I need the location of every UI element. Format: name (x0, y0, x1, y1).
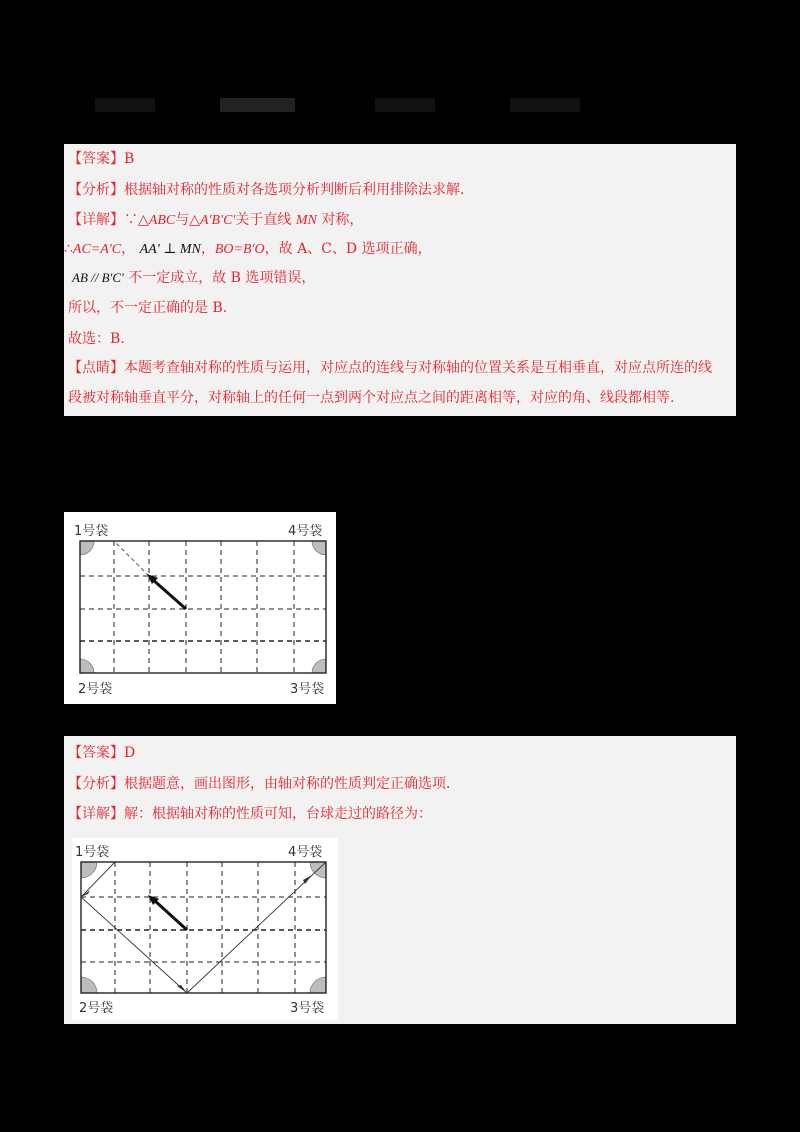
detail-tag: 【详解】 (68, 212, 124, 228)
option-b-artifact (220, 98, 295, 112)
separator: ， (121, 241, 136, 257)
obscured-question-options (0, 90, 800, 120)
option-a-artifact (95, 98, 155, 112)
answer-line (68, 743, 135, 763)
detail-line (68, 804, 432, 824)
equation-ac: AC=A'C (72, 242, 122, 257)
grid-lines (80, 541, 326, 673)
comment-tag: 【点睛】 (68, 360, 124, 376)
projected-path (114, 541, 149, 576)
cue-arrow (154, 900, 187, 930)
pocket-label-1: 1号袋 (75, 845, 110, 860)
pocket-label-2: 2号袋 (79, 1001, 114, 1016)
detail-text: 关于直线 (235, 212, 292, 228)
answer-value: D (124, 745, 136, 761)
analysis-line (68, 180, 464, 200)
answer-box-1 (64, 144, 736, 416)
and-text: 与 (175, 212, 190, 228)
table-border (81, 862, 326, 993)
table-border (80, 541, 326, 673)
perpendicular-expr: AA' ⊥ MN (139, 242, 201, 257)
billiard-table-figure-2 (72, 838, 338, 1020)
analysis-text: 根据轴对称的性质对各选项分析判断后利用排除法求解. (124, 182, 465, 198)
answer-tag: 【答案】 (68, 745, 124, 761)
comment-line-2: 段被对称轴垂直平分，对称轴上的任何一点到两个对应点之间的距离相等，对应的角、线段都相等. (68, 390, 675, 406)
pocket-3-icon (312, 659, 326, 673)
pocket-1-icon (80, 541, 94, 555)
pocket-label-4: 4号袋 (288, 524, 323, 539)
comment-line-1 (68, 358, 712, 378)
detail-line-5: 故选：B. (68, 331, 125, 347)
detail-line-2 (64, 239, 432, 260)
separator: ， (200, 241, 215, 257)
cue-arrow (152, 579, 186, 609)
path-arrow-icon (303, 875, 312, 884)
parallel-expr: AB // B'C' (72, 270, 124, 285)
option-c-artifact (375, 98, 435, 112)
detail-text: ，故 A、C、D 选项正确， (264, 241, 432, 257)
pocket-4-icon (312, 541, 326, 555)
analysis-line (68, 774, 450, 794)
detail-text: 解：根据轴对称的性质可知，台球走过的路径为： (124, 806, 432, 822)
detail-line-1 (68, 210, 363, 231)
pocket-1-icon (81, 862, 97, 878)
ball-path (81, 862, 326, 993)
analysis-text: 根据题意，画出图形，由轴对称的性质判定正确选项. (124, 776, 451, 792)
answer-value: B (124, 151, 135, 167)
path-arrow-icon (177, 985, 187, 993)
detail-line-4: 所以，不一定正确的是 B. (68, 300, 228, 316)
pocket-label-4: 4号袋 (288, 845, 323, 860)
path-arrow-icon (81, 890, 90, 897)
pocket-3-icon (310, 977, 326, 993)
option-d-artifact (510, 98, 580, 112)
billiard-path-svg (72, 838, 338, 1020)
detail-text: 不一定成立，故 B 选项错误， (128, 270, 316, 286)
grid-lines (81, 862, 326, 993)
answer-line (68, 149, 134, 169)
comment-text: 本题考查轴对称的性质与运用，对应点的连线与对称轴的位置关系是互相垂直，对应点所连的线 (124, 360, 712, 376)
answer-tag: 【答案】 (68, 151, 124, 167)
pocket-label-1: 1号袋 (74, 524, 109, 539)
billiard-table-figure-1 (64, 512, 336, 704)
pocket-2-icon (80, 659, 94, 673)
detail-line-3 (72, 268, 315, 288)
because-symbol: ∵ (124, 212, 138, 228)
pocket-label-3: 3号袋 (290, 682, 325, 697)
answer-box-2 (64, 736, 736, 1024)
billiard-table-svg (64, 512, 336, 704)
equation-bo: BO=B'O (214, 242, 265, 257)
pocket-2-icon (81, 977, 97, 993)
triangle-abc-prime: △A'B'C' (189, 213, 236, 228)
triangle-abc: △ABC (138, 213, 176, 228)
detail-tag: 【详解】 (68, 806, 124, 822)
analysis-tag: 【分析】 (68, 776, 124, 792)
line-mn: MN (295, 213, 317, 228)
pocket-label-3: 3号袋 (290, 1001, 325, 1016)
pocket-label-2: 2号袋 (78, 682, 113, 697)
analysis-tag: 【分析】 (68, 182, 124, 198)
detail-text: 对称， (321, 212, 364, 228)
therefore-symbol: ∴ (64, 241, 73, 257)
